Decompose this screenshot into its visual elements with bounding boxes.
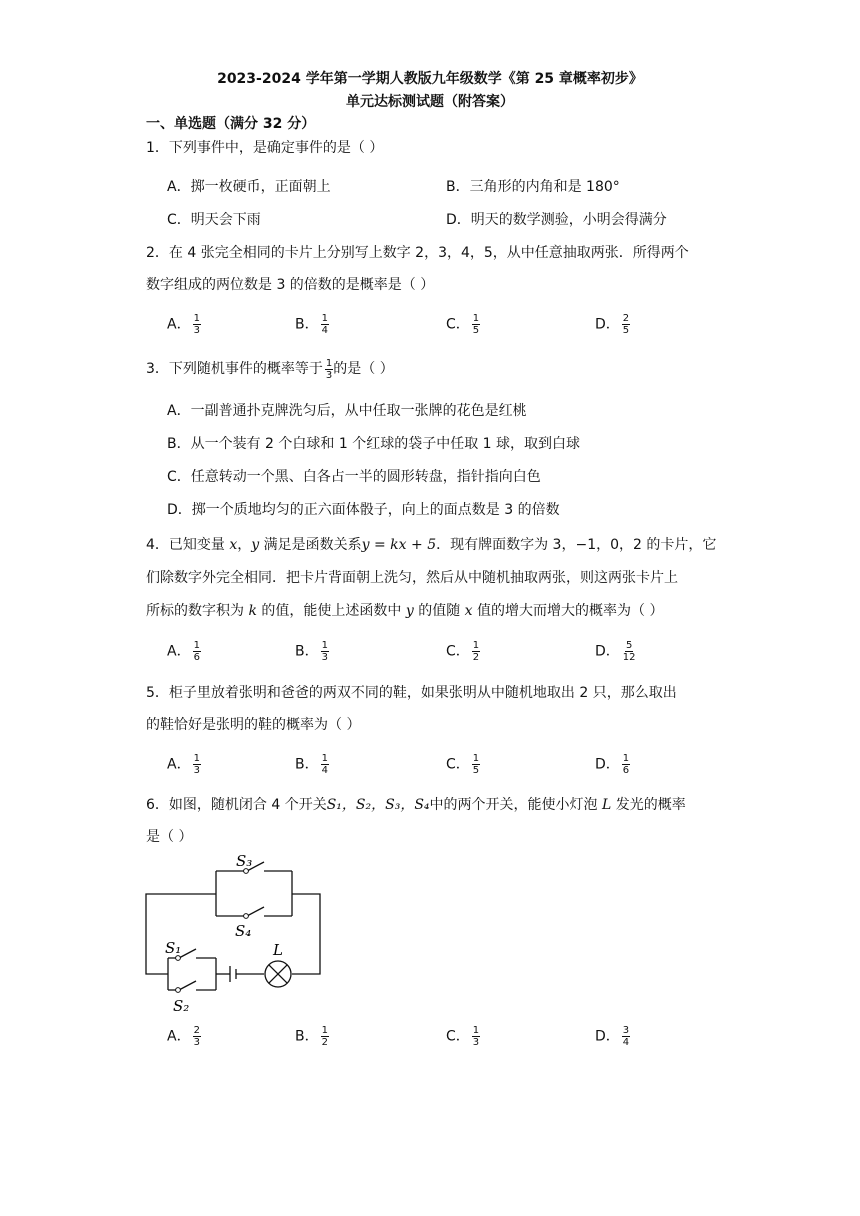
question-6-stem-line-2: 是（ ） bbox=[146, 829, 193, 845]
section-heading: 一、单选题（满分 32 分） bbox=[146, 116, 316, 132]
question-3-option-a: A．一副普通扑克牌洗匀后，从中任取一张牌的花色是红桃 bbox=[167, 403, 527, 419]
s1-switch-blade bbox=[179, 949, 196, 958]
question-2-stem-line-1: 2．在 4 张完全相同的卡片上分别写上数字 2，3，4，5，从中任意抽取两张．所得两个 bbox=[146, 245, 689, 261]
question-6-option-a: A． $\frac{2}{3}$ bbox=[167, 1025, 200, 1048]
question-1-stem: 1．下列事件中，是确定事件的是（ ） bbox=[146, 140, 384, 156]
question-3-option-c: C．任意转动一个黑、白各占一半的圆形转盘，指针指向白色 bbox=[167, 469, 541, 485]
question-1-option-d: D．明天的数学测验，小明会得满分 bbox=[446, 212, 667, 228]
question-1-option-b: B．三角形的内角和是 180° bbox=[446, 179, 620, 195]
question-4-option-b: B． $\frac{1}{3}$ bbox=[295, 640, 328, 663]
question-2-option-a: A． $\frac{1}{3}$ bbox=[167, 313, 200, 336]
question-4-stem-line-1: 4．已知变量 x，y 满足是函数关系y = kx + 5．现有牌面数字为 3，−1，0，2 的卡片，它 bbox=[146, 537, 717, 553]
question-4-option-a: A． $\frac{1}{6}$ bbox=[167, 640, 200, 663]
s4-label: S₄ bbox=[235, 922, 252, 940]
question-6-stem-line-1: 6．如图，随机闭合 4 个开关S₁，S₂，S₃，S₄中的两个开关，能使小灯泡 L 发光的概率 bbox=[146, 797, 686, 813]
question-1-option-c: C．明天会下雨 bbox=[167, 212, 261, 228]
s2-label: S₂ bbox=[173, 997, 190, 1015]
question-5-option-a: A． $\frac{1}{3}$ bbox=[167, 753, 200, 776]
s2-switch-blade bbox=[179, 981, 196, 990]
question-2-option-d: D． $\frac{2}{5}$ bbox=[595, 313, 630, 336]
question-4-option-d: D． $\frac{5}{12}$ bbox=[595, 640, 636, 663]
question-5-stem-line-2: 的鞋恰好是张明的鞋的概率为（ ） bbox=[146, 717, 361, 733]
circuit-diagram bbox=[140, 850, 330, 1020]
question-5-option-d: D． $\frac{1}{6}$ bbox=[595, 753, 630, 776]
question-6-option-b: B． $\frac{1}{2}$ bbox=[295, 1025, 328, 1048]
s3-label: S₃ bbox=[236, 852, 253, 870]
question-4-stem-line-3: 所标的数字积为 k 的值，能使上述函数中 y 的值随 x 值的增大而增大的概率为（ ） bbox=[146, 603, 664, 619]
question-4-option-c: C． $\frac{1}{2}$ bbox=[446, 640, 480, 663]
lamp-label: L bbox=[273, 941, 283, 959]
question-3-option-b: B．从一个装有 2 个白球和 1 个红球的袋子中任取 1 球，取到白球 bbox=[167, 436, 581, 452]
question-5-option-b: B． $\frac{1}{4}$ bbox=[295, 753, 328, 776]
question-2-option-c: C． $\frac{1}{5}$ bbox=[446, 313, 480, 336]
question-5-option-c: C． $\frac{1}{5}$ bbox=[446, 753, 480, 776]
document-subtitle: 单元达标测试题（附答案） bbox=[346, 94, 514, 110]
question-5-stem-line-1: 5．柜子里放着张明和爸爸的两双不同的鞋，如果张明从中随机地取出 2 只，那么取出 bbox=[146, 685, 677, 701]
question-3-option-d: D．掷一个质地均匀的正六面体骰子，向上的面点数是 3 的倍数 bbox=[167, 502, 560, 518]
question-2-stem-line-2: 数字组成的两位数是 3 的倍数的是概率是（ ） bbox=[146, 277, 435, 293]
question-1-option-a: A．掷一枚硬币，正面朝上 bbox=[167, 179, 331, 195]
s1-label: S₁ bbox=[165, 939, 182, 957]
question-4-stem-line-2: 们除数字外完全相同．把卡片背面朝上洗匀，然后从中随机抽取两张，则这两张卡片上 bbox=[146, 570, 678, 586]
question-3-stem: 3．下列随机事件的概率等于 $\frac{1}{3}$ 的是（ ） bbox=[146, 357, 394, 381]
question-6-option-d: D． $\frac{3}{4}$ bbox=[595, 1025, 630, 1048]
s4-switch-blade bbox=[247, 907, 264, 916]
document-title: 2023-2024 学年第一学期人教版九年级数学《第 25 章概率初步》 bbox=[217, 71, 643, 87]
question-6-option-c: C． $\frac{1}{3}$ bbox=[446, 1025, 480, 1048]
question-2-option-b: B． $\frac{1}{4}$ bbox=[295, 313, 328, 336]
